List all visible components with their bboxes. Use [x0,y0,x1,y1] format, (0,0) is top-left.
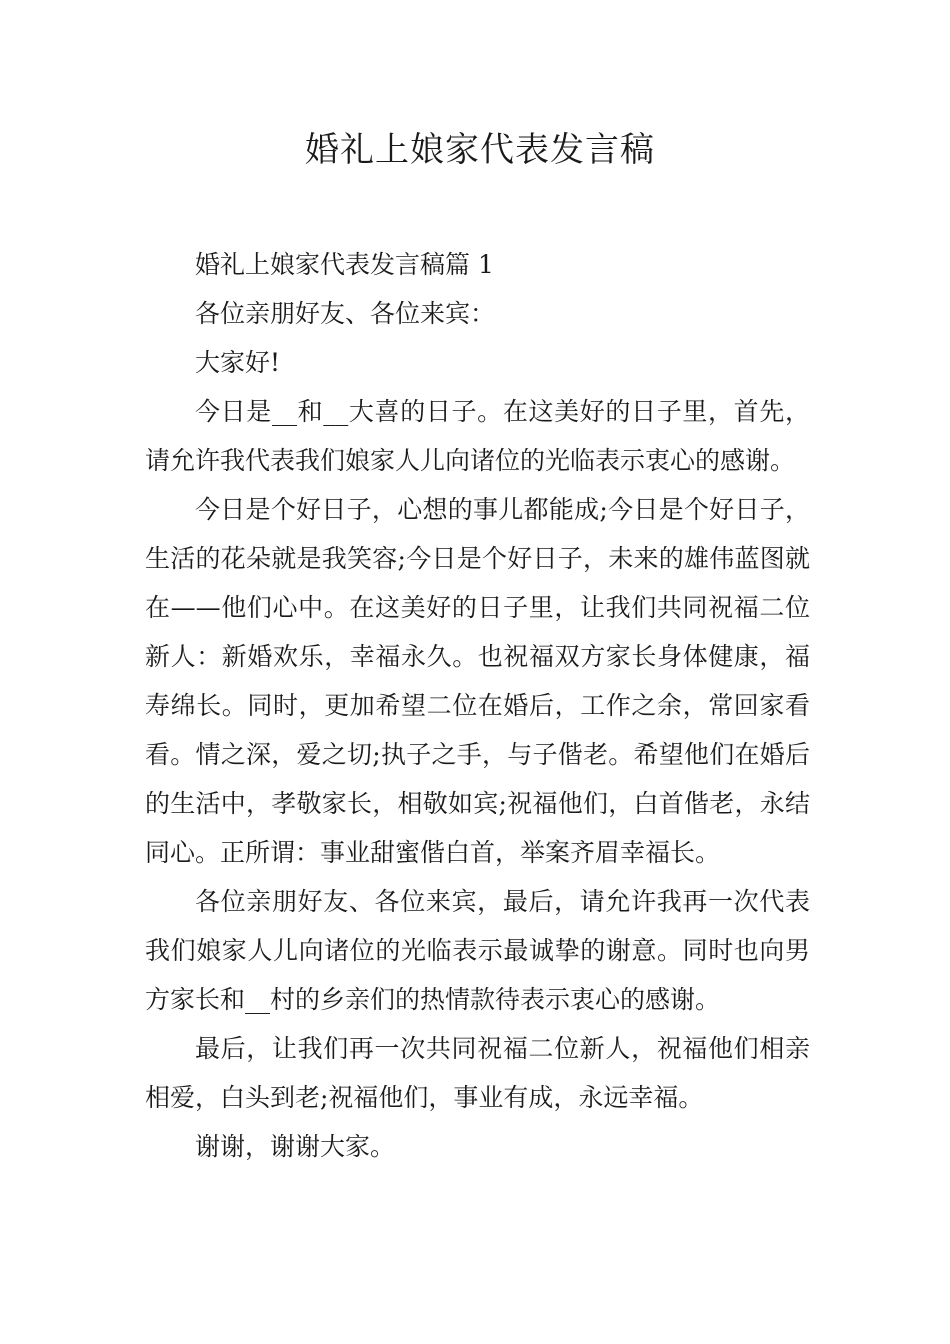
body-paragraph: 今日是__和__大喜的日子。在这美好的日子里，首先，请允许我代表我们娘家人儿向诸位的光临表示衷心的感谢。 [145,397,810,475]
body-paragraph: 各位亲朋好友、各位来宾，最后，请允许我再一次代表我们娘家人儿向诸位的光临表示最诚挚的谢意。同时也向男方家长和__村的乡亲们的热情款待表示衷心的感谢。 [145,887,810,1014]
body-paragraph: 最后，让我们再一次共同祝福二位新人，祝福他们相亲相爱，白头到老;祝福他们，事业有成，永远幸福。 [145,1034,810,1112]
closing-line: 谢谢，谢谢大家。 [195,1132,396,1161]
section-heading: 婚礼上娘家代表发言稿篇 1 [195,250,494,279]
salutation: 各位亲朋好友、各位来宾： [195,299,496,328]
greeting: 大家好! [195,348,281,377]
body-paragraph: 今日是个好日子，心想的事儿都能成;今日是个好日子，生活的花朵就是我笑容;今日是个好日子，未来的雄伟蓝图就在——他们心中。在这美好的日子里，让我们共同祝福二位新人：新婚欢乐，幸福永久。也祝福双方家长身体健康，福寿绵长。同时，更加希望二位在婚后，工作之余，常回家看看。情之深，爱之切;执子之手，与子偕老。希望他们在婚后的生活中，孝敬家长，相敬如宾;祝福他们，白首偕老，永结同心。正所谓：事业甜蜜偕白首，举案齐眉幸福长。 [145,495,810,867]
document-title: 婚礼上娘家代表发言稿 [305,130,655,170]
